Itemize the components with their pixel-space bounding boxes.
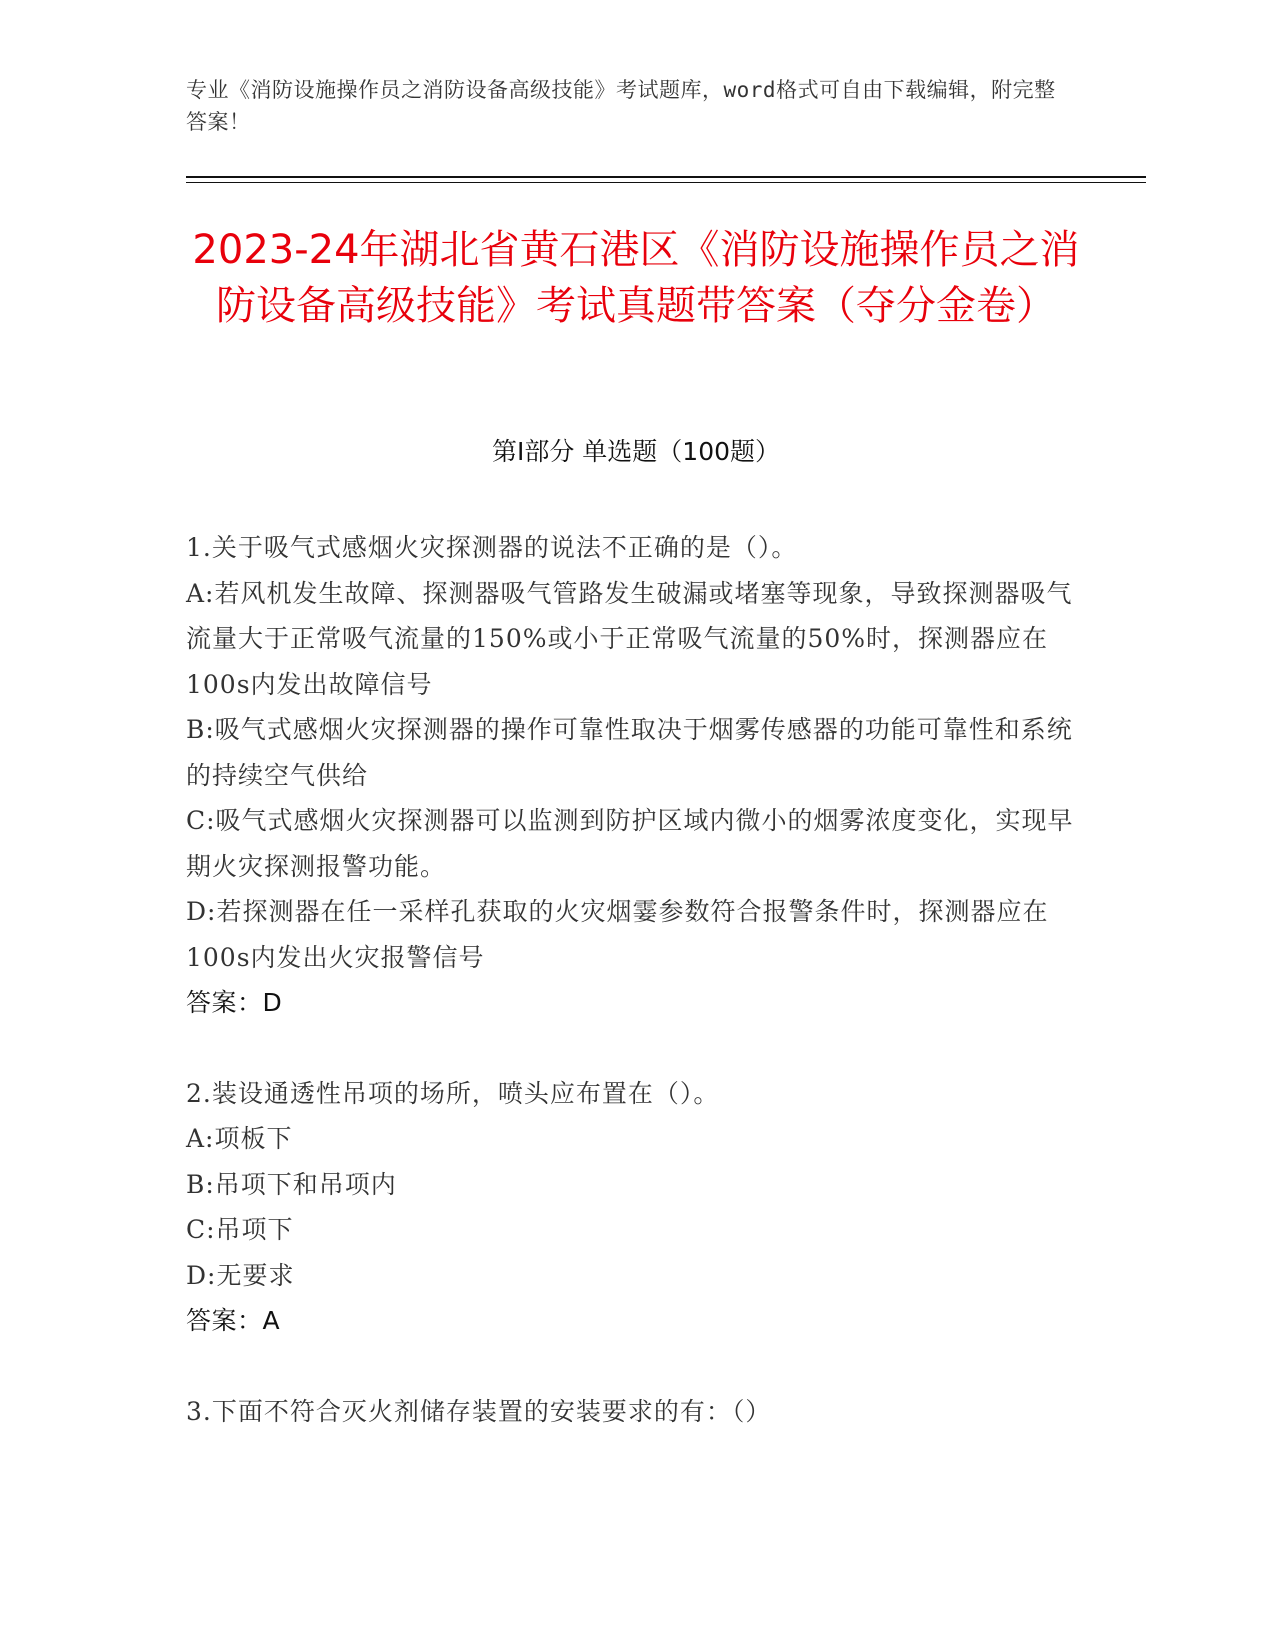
option-a: A:项板下 [186, 1124, 293, 1153]
header-note: 专业《消防设施操作员之消防设备高级技能》考试题库，word格式可自由下载编辑，附完整答案！ [186, 78, 1056, 134]
answer: 答案：D [186, 988, 283, 1017]
header-divider-thin [186, 182, 1146, 183]
question-stem: 1.关于吸气式感烟火灾探测器的说法不正确的是（）。 [186, 533, 798, 562]
question-stem: 2.装设通透性吊项的场所，喷头应布置在（）。 [186, 1078, 720, 1108]
header-divider-thick [186, 176, 1146, 178]
document-title: 2023-24年湖北省黄石港区《消防设施操作员之消防设备高级技能》考试真题带答案（夺分金卷） [192, 227, 1080, 329]
option-c: C:吸气式感烟火灾探测器可以监测到防护区域内微小的烟雾浓度变化，实现早期火灾探测报警功能。 [186, 806, 1074, 881]
option-b: B:吸气式感烟火灾探测器的操作可靠性取决于烟雾传感器的功能可靠性和系统的持续空气供给 [186, 715, 1073, 790]
question-stem: 3.下面不符合灭火剂储存装置的安装要求的有：（） [186, 1396, 772, 1426]
option-d: D:若探测器在任一采样孔获取的火灾烟霎参数符合报警条件时，探测器应在100s内发出火灾报警信号 [186, 897, 1049, 972]
answer: 答案：A [186, 1306, 281, 1335]
option-c: C:吊项下 [186, 1215, 294, 1244]
question-2 [186, 1071, 1076, 1344]
question-3 [186, 1389, 1076, 1435]
question-1 [186, 525, 1076, 1026]
option-d: D:无要求 [186, 1260, 295, 1290]
option-b: B:吊项下和吊项内 [186, 1169, 397, 1199]
section-heading: 第I部分 单选题（100题） [491, 437, 781, 466]
question-list [186, 525, 1076, 1479]
option-a: A:若风机发生故障、探测器吸气管路发生破漏或堵塞等现象，导致探测器吸气流量大于正常吸气流量的150%或小于正常吸气流量的50%时，探测器应在100s内发出故障信号 [186, 578, 1073, 699]
